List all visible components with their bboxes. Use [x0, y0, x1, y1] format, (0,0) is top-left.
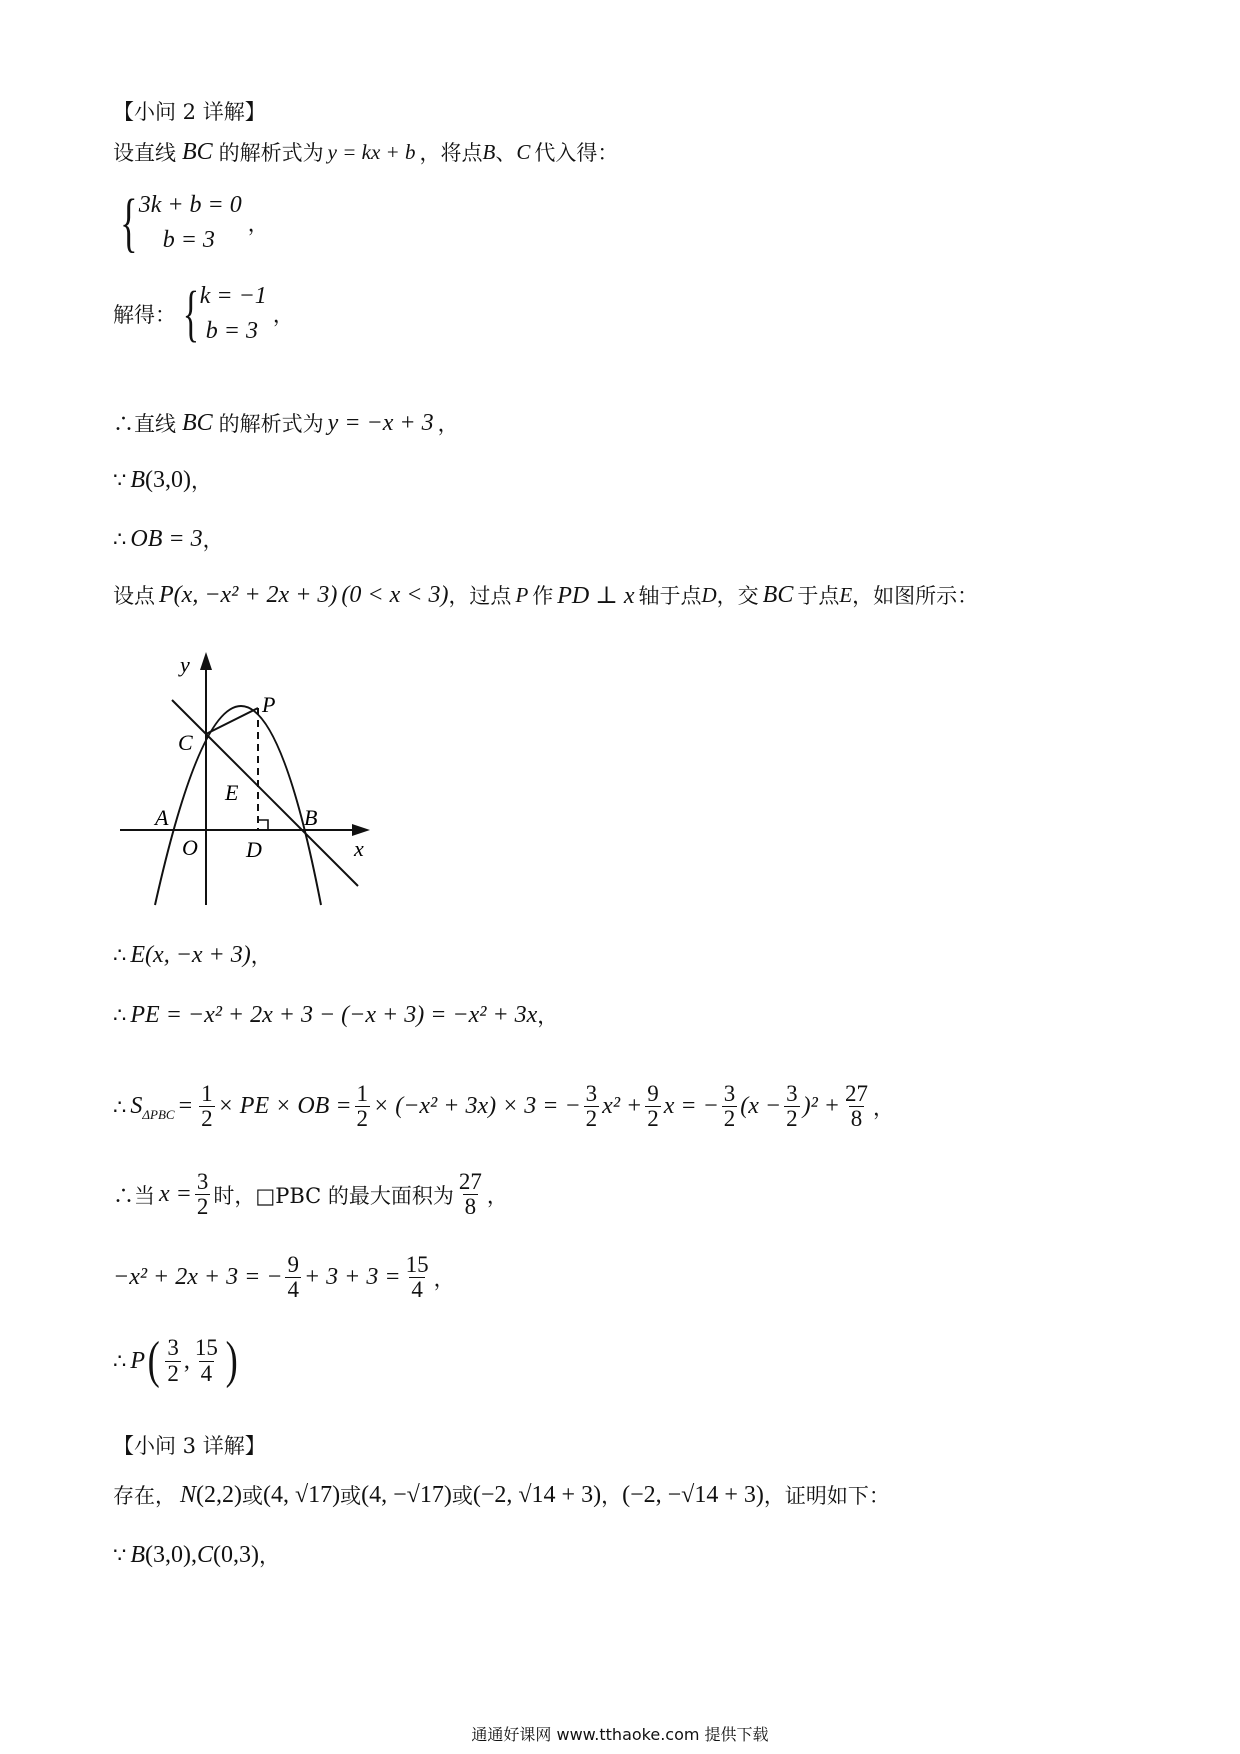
fraction: $\frac{3}{2}$ [585, 1081, 598, 1132]
parabola-figure [110, 645, 380, 915]
equation-system-2: 解得： { k = −1 b = 3 ， [113, 279, 294, 348]
label-d: D [246, 837, 262, 862]
label-y: y [180, 652, 190, 677]
right-angle-mark [258, 820, 268, 830]
fraction: $\frac{9}{4}$ [287, 1252, 299, 1303]
line-ob: ∴ OB = 3 ， [113, 525, 224, 552]
page-footer: 通通好课网 www.tthaoke.com 提供下载 [471, 1725, 769, 1744]
fraction: $\frac{1}{2}$ [356, 1081, 369, 1132]
fraction: $\frac{9}{2}$ [647, 1081, 659, 1132]
line-bc-points: ∵ B (3,0) , C (0,3) ， [113, 1541, 281, 1568]
line-bc [172, 700, 358, 886]
line-area-expression: ∴ S ΔPBC = $\frac{1}{2}$ × PE × OB = $\frac{1}{2}$ × (−x² + 3x) × 3 = − $\frac{3}{2}$ x² + $\frac{9}{2}$ x = − $\frac{3}{2}$ (x − $\frac{3}{2}$ )² + $\frac{27}{8}$ ， [113, 1081, 894, 1132]
fraction: $\frac{27}{8}$ [458, 1169, 482, 1220]
segment-cp [206, 708, 258, 734]
line-pe: ∴ PE = −x² + 2x + 3 − (−x + 3) = −x² + 3x ， [113, 1001, 559, 1028]
line-p-result: ∴ P ( $\frac{3}{2}$ , $\frac{15}{4}$ ) [113, 1332, 238, 1389]
fraction: $\frac{3}{2}$ [786, 1081, 798, 1132]
equation-system-1: { 3k + b = 0 b = 3 ， [120, 185, 269, 259]
fraction: $\frac{3}{2}$ [167, 1335, 179, 1386]
line-max-area: ∴当 x = $\frac{3}{2}$ 时， □PBC 的最大面积为 $\frac{27}{8}$ ， [113, 1169, 508, 1220]
y-axis-arrow [200, 652, 212, 670]
label-a: A [155, 805, 169, 830]
label-b: B [304, 805, 318, 830]
fraction: $\frac{3}{2}$ [723, 1081, 736, 1132]
fraction: $\frac{3}{2}$ [196, 1169, 209, 1220]
fraction: $\frac{15}{4}$ [405, 1252, 429, 1303]
fraction: $\frac{1}{2}$ [201, 1081, 213, 1132]
x-axis-arrow [352, 824, 370, 836]
label-o: O [182, 835, 198, 860]
line-bc-result: ∴直线 BC 的解析式为 y = −x + 3 ， [113, 409, 459, 436]
line-set-point-p: 设点 P (x, −x² + 2x + 3) (0 < x < 3) ，过点 P 作 PD ⊥ x 轴于点 D ，交 BC 于点 E ，如图所示： [113, 581, 979, 609]
fraction: $\frac{27}{8}$ [845, 1081, 868, 1132]
line-y-value: −x² + 2x + 3 = − $\frac{9}{4}$ + 3 + 3 = $\frac{15}{4}$ ， [113, 1252, 455, 1303]
label-e: E [225, 780, 239, 805]
line-b-point: ∵ B (3,0) ， [113, 466, 213, 493]
left-brace: { [182, 279, 200, 348]
fraction: $\frac{15}{4}$ [194, 1335, 218, 1386]
left-brace: { [120, 185, 138, 259]
line-bc-setup: 设直线 BC 的解析式为 y = kx + b ，将点 B 、 C 代入得： [113, 138, 619, 165]
section-heading-3: 【小问 3 详解】 [113, 1434, 266, 1458]
line-existence: 存在， N (2,2) 或 (4, √17) 或 (4, −√17) 或 (−2, √14 + 3) ， (−2, −√14 + 3) ，证明如下： [113, 1481, 890, 1508]
label-c: C [178, 730, 193, 755]
section-heading-2: 【小问 2 详解】 [113, 100, 266, 124]
label-x: x [354, 836, 364, 861]
label-p: P [262, 692, 276, 717]
line-e-point: ∴ E (x, −x + 3) ， [113, 941, 272, 968]
